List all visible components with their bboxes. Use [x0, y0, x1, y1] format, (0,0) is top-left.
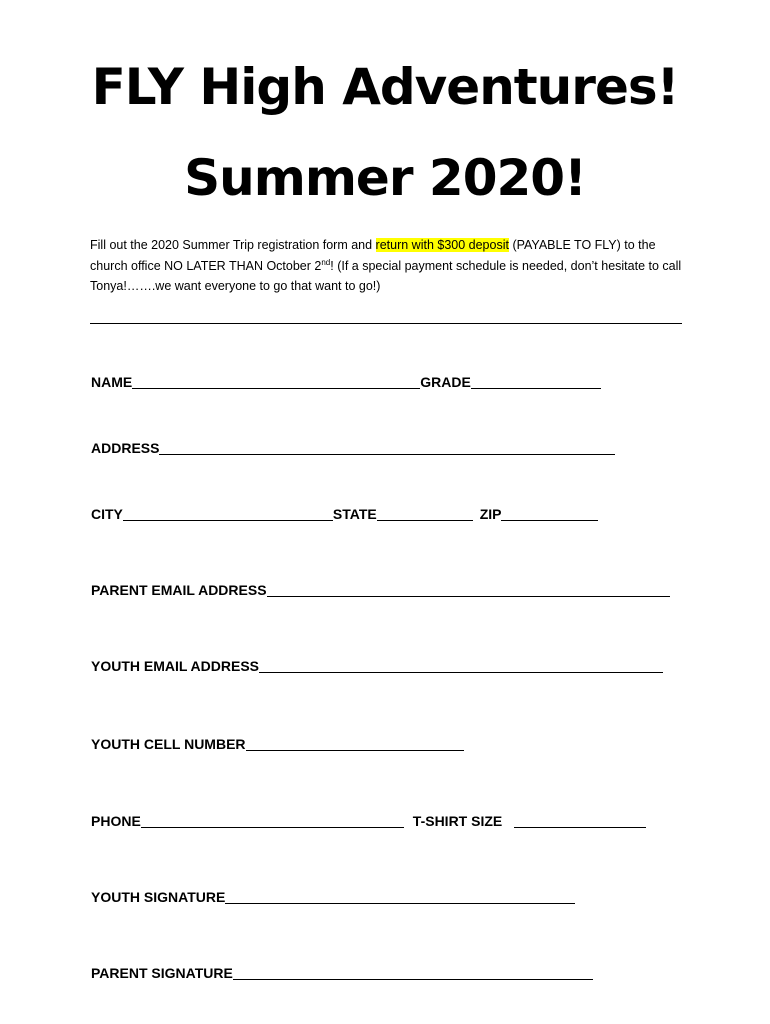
youth-cell-row — [91, 732, 464, 752]
parent-email-row — [91, 578, 670, 598]
intro-text-3: ! (If a special payment schedule is needed, don’t hesitate to call Tonya!…….we want everyone to go that want to go!) — [90, 258, 682, 293]
date-superscript: nd — [321, 257, 331, 267]
youth-email-field[interactable] — [259, 658, 663, 673]
parent-signature-field[interactable] — [233, 965, 593, 980]
youth-signature-row — [91, 885, 575, 905]
parent-email-label: PARENT EMAIL ADDRESS — [91, 582, 267, 598]
city-field[interactable] — [123, 506, 333, 521]
youth-signature-field[interactable] — [225, 889, 575, 904]
address-field[interactable] — [159, 440, 615, 455]
grade-label: GRADE — [420, 374, 471, 390]
phone-field[interactable] — [141, 813, 404, 828]
tshirt-label: T-SHIRT SIZE — [412, 813, 503, 829]
parent-email-field[interactable] — [267, 582, 670, 597]
form-subtitle: Summer 2020! — [184, 149, 586, 207]
name-grade-row — [91, 370, 601, 390]
zip-field[interactable] — [501, 506, 598, 521]
state-field[interactable] — [377, 506, 473, 521]
grade-field[interactable] — [471, 374, 601, 389]
zip-label: ZIP — [479, 506, 502, 522]
form-title: FLY High Adventures! — [91, 58, 679, 116]
tshirt-field[interactable] — [514, 813, 646, 828]
intro-text-2: (PAYABLE TO FLY) to the church office NO LATER THAN October 2 — [90, 238, 656, 273]
phone-label: PHONE — [91, 813, 141, 829]
youth-email-row — [91, 654, 663, 674]
deposit-highlight: return with $300 deposit — [375, 238, 509, 252]
intro-text-1: Fill out the 2020 Summer Trip registration form and — [90, 238, 376, 252]
youth-signature-label: YOUTH SIGNATURE — [91, 889, 226, 905]
youth-cell-label: YOUTH CELL NUMBER — [91, 736, 246, 752]
youth-email-label: YOUTH EMAIL ADDRESS — [91, 658, 260, 674]
state-label: STATE — [332, 506, 377, 522]
city-state-zip-row — [91, 502, 598, 522]
address-label: ADDRESS — [91, 440, 160, 456]
name-label: NAME — [91, 374, 133, 390]
parent-signature-label: PARENT SIGNATURE — [91, 965, 233, 981]
name-field[interactable] — [132, 374, 420, 389]
intro-paragraph — [90, 235, 690, 297]
phone-tshirt-row — [91, 809, 646, 829]
divider-line — [90, 323, 682, 324]
parent-signature-row — [91, 961, 593, 981]
youth-cell-field[interactable] — [246, 736, 464, 751]
city-label: CITY — [91, 506, 123, 522]
address-row — [91, 436, 615, 456]
